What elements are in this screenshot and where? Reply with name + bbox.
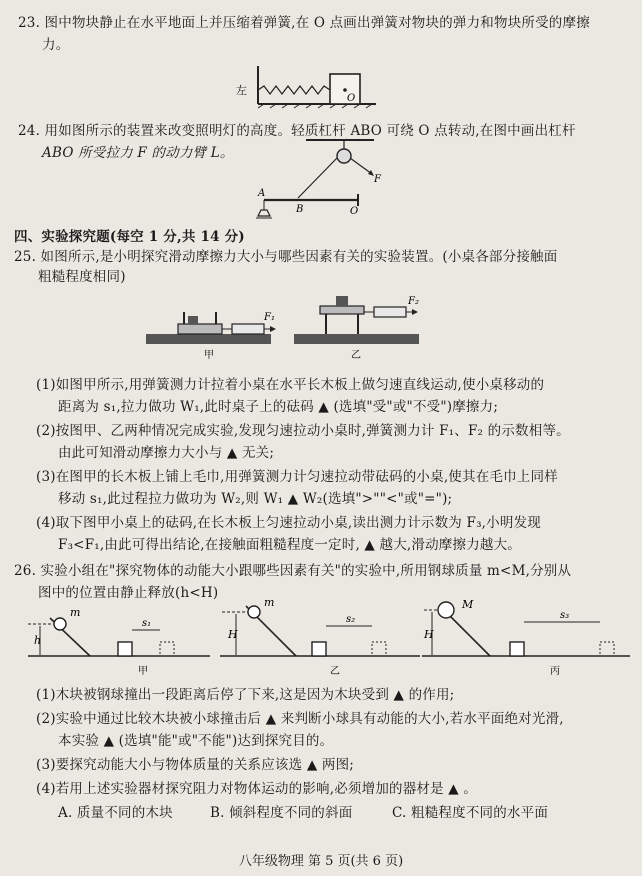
label-f1: F₁ [264,312,275,323]
q26-p4: (4)若用上述实验器材探究阻力对物体运动的影响,必须增加的器材是 ▲ 。 [36,781,478,797]
q25-p2a: (2)按图甲、乙两种情况完成实验,发现匀速拉动小桌时,弹簧测力计 F₁、F₂ 的示数相等。 [36,423,570,439]
q26-p3: (3)要探究动能大小与物体质量的关系应该选 ▲ 两图; [36,757,355,773]
q25-p1b: 距离为 s₁,拉力做功 W₁,此时桌子上的砝码 ▲ (选填"受"或"不受")摩擦力; [58,399,499,415]
q26-p2b: 本实验 ▲ (选填"能"或"不能")达到探究目的。 [58,733,334,749]
q25-line1: 25. 如图所示,是小明探究滑动摩擦力大小与哪些因素有关的实验装置。(小桌各部分接触面 [14,249,558,265]
q25-line2: 粗糙程度相同) [38,269,126,285]
label-left: 左 [236,84,247,97]
label-m1: m [70,606,81,619]
label-M: M [462,600,474,611]
weight-jia [188,316,198,324]
q24-line1: 24. 用如图所示的装置来改变照明灯的高度。轻质杠杆 ABO 可绕 O 点转动,在图中画出杠杆 [18,123,576,139]
lever-lamp-figure [246,138,396,230]
label-s3: s₃ [560,610,570,621]
q26-opt-a: A. 质量不同的木块 [58,805,173,821]
lamp [258,210,270,216]
label-o2: O [350,206,359,217]
q25-p1a: (1)如图甲所示,用弹簧测力计拉着小桌在水平长木板上做匀速直线运动,使小桌移动的 [36,377,545,393]
section-title: 四、实验探究题(每空 1 分,共 14 分) [14,229,245,245]
q26-opt-c: C. 粗糙程度不同的水平面 [392,805,549,821]
q26-line1: 26. 实验小组在"探究物体的动能大小跟哪些因素有关"的实验中,所用钢球质量 m<M,分别从 [14,563,572,579]
rope-to-b [298,158,337,198]
label-H1: H [228,628,238,641]
friction-figure [136,290,436,360]
table-yi [320,306,364,314]
spring-block-figure [250,60,380,110]
point-o [343,88,347,92]
table-jia [178,324,222,334]
weight-yi [336,296,348,306]
q26-line2: 图中的位置由静止释放(h<H) [38,585,219,601]
label-s1: s₁ [142,618,152,629]
q26-p1: (1)木块被钢球撞出一段距离后停了下来,这是因为木块受到 ▲ 的作用; [36,687,455,703]
label-b: B [296,204,304,215]
q25-p4a: (4)取下图甲小桌上的砝码,在长木板上匀速拉动小桌,读出测力计示数为 F₃,小明发现 [36,515,541,531]
label-f: F [374,174,381,185]
q23-line1: 23. 图中物块静止在水平地面上并压缩着弹簧,在 O 点画出弹簧对物块的弹力和物块所受的摩擦 [18,15,590,31]
label-jia-26: 甲 [138,666,148,677]
block-jia [118,642,132,656]
label-yi: 乙 [351,350,361,360]
q25-p3b: 移动 s₁,此过程拉力做功为 W₂,则 W₁ ▲ W₂(选填">""<"或"="); [58,491,453,507]
block-yi [312,642,326,656]
label-bing-26: 丙 [550,666,560,677]
ball-yi [248,606,260,618]
q26-opt-b: B. 倾斜程度不同的斜面 [210,805,353,821]
q26-p2a: (2)实验中通过比较木块被小球撞击后 ▲ 来判断小球具有动能的大小,若水平面绝对光滑, [36,711,564,727]
label-H2: H [424,628,434,641]
label-a: A [258,188,266,199]
q25-p3a: (3)在图甲的长木板上铺上毛巾,用弹簧测力计匀速拉动带砝码的小桌,使其在毛巾上同样 [36,469,558,485]
label-m2: m [264,600,275,609]
q25-p2b: 由此可知滑动摩擦力大小与 ▲ 无关; [58,445,275,461]
ball-jia [54,618,66,630]
label-yi-26: 乙 [330,666,340,677]
spring [258,86,330,94]
label-s2: s₂ [346,614,356,625]
rope-to-f [350,158,372,174]
spring-scale-jia [232,324,264,334]
ball-bing [438,602,454,618]
pulley [337,149,351,163]
kinetic-energy-figure [10,600,634,678]
label-o: O [347,93,356,104]
board-jia [146,334,271,344]
label-jia: 甲 [204,350,214,360]
board-yi [294,334,419,344]
spring-scale-yi [374,307,406,317]
page-footer: 八年级物理 第 5 页(共 6 页) [238,854,404,869]
q23-line2: 力。 [42,37,70,53]
label-f2: F₂ [408,296,419,307]
q25-p4b: F₃<F₁,由此可得出结论,在接触面粗糙程度一定时, ▲ 越大,滑动摩擦力越大。 [58,537,521,553]
block-bing [510,642,524,656]
q24-line2: ABO 所受拉力 F 的动力臂 L。 [42,145,234,161]
label-h: h [34,634,42,647]
